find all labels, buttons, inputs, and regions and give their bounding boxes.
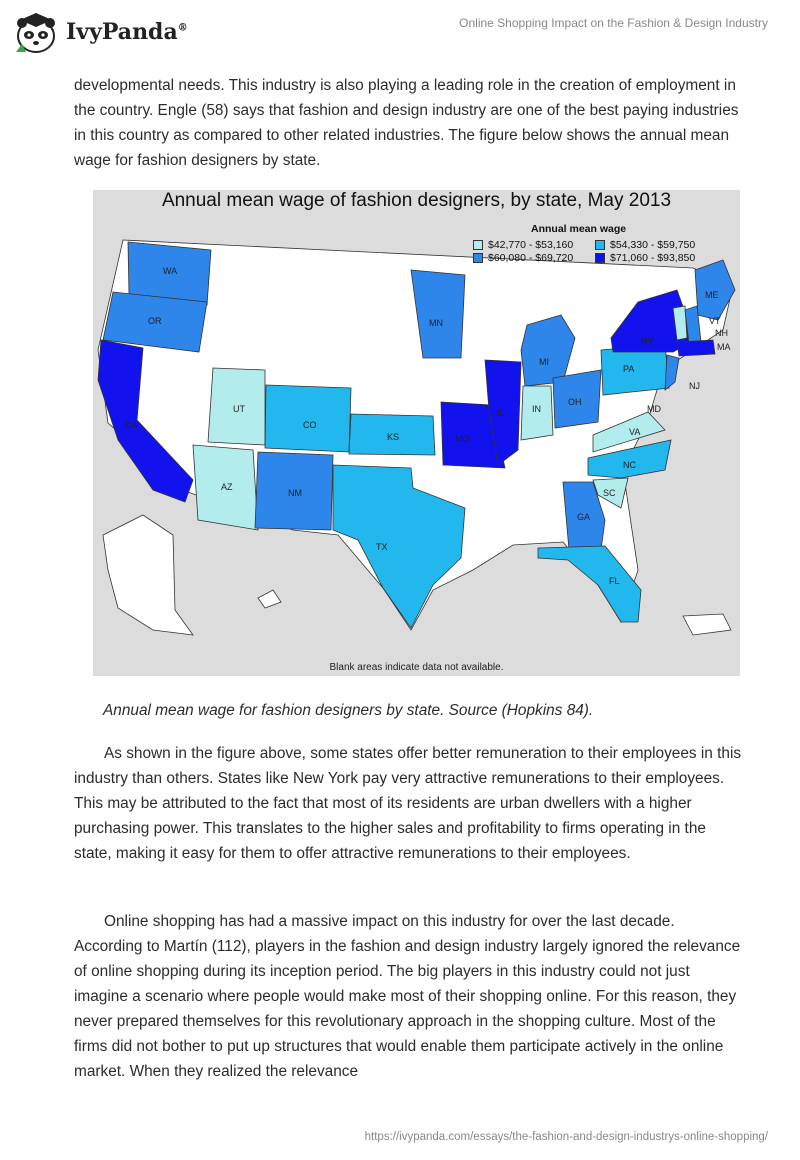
brand-name: IvyPanda® [66, 19, 188, 45]
state-MA [677, 340, 715, 356]
label-MI: MI [539, 357, 549, 367]
paragraph-1: developmental needs. This industry is also playing a leading role in the creation of employment in the country. Engle (58) says that fashion and design industry are one of the best paying industries in this country as compared to other related industries. The figure below shows the annual mean wage for fashion designers by state. [74, 77, 739, 169]
legend-label: $42,770 - $53,160 [488, 239, 574, 251]
legend-swatch [473, 253, 483, 263]
legend-swatch [595, 240, 605, 250]
legend-item-4 [595, 252, 713, 264]
paragraph-3: Online shopping has had a massive impact on this industry for over the last decade. According to Martín (112), players in the fashion and design industry largely ignored the relevance of online shopping during its inception period. The big players in this industry could not just imagine a scenario where people would make most of their shopping online. For this reason, they never prepared themselves for this revolutionary approach in the shopping culture. Most of the firms did not bother to put up structures that would enable them participate actively in the online market. When they realized the relevance [74, 913, 741, 1080]
legend-item-3 [473, 252, 591, 264]
label-CA: CA [125, 420, 138, 430]
label-WA: WA [163, 266, 178, 276]
chart-legend [473, 223, 733, 264]
label-AZ: AZ [221, 482, 233, 492]
label-TX: TX [376, 542, 388, 552]
label-MD: MD [647, 404, 661, 414]
label-CO: CO [303, 420, 317, 430]
label-IL: IL [497, 408, 505, 418]
alaska-outline [103, 515, 193, 635]
label-IN: IN [532, 404, 541, 414]
wage-map-figure [93, 190, 740, 676]
hawaii-outline [258, 590, 281, 608]
state-NJ [665, 355, 679, 390]
label-NM: NM [288, 488, 302, 498]
label-UT: UT [233, 404, 245, 414]
label-OH: OH [568, 397, 582, 407]
legend-item-1 [473, 239, 591, 251]
document-title: Online Shopping Impact on the Fashion & Design Industry [459, 16, 768, 30]
label-VT: VT [709, 316, 721, 326]
label-FL: FL [609, 576, 620, 586]
page-header [0, 0, 800, 60]
label-NJ: NJ [689, 381, 700, 391]
panda-logo-icon [12, 8, 60, 56]
label-NH: NH [715, 328, 728, 338]
state-CO [265, 385, 351, 452]
label-MO: MO [455, 434, 470, 444]
label-NY: NY [641, 336, 654, 346]
label-ME: ME [705, 290, 719, 300]
legend-label: $71,060 - $93,850 [610, 252, 696, 264]
chart-note: Blank areas indicate data not available. [329, 662, 504, 673]
label-MA: MA [717, 342, 731, 352]
label-KS: KS [387, 432, 400, 442]
label-GA: GA [577, 512, 591, 522]
legend-swatch [595, 253, 605, 263]
legend-title: Annual mean wage [531, 223, 627, 235]
chart-title: Annual mean wage of fashion designers, by state, May 2013 [161, 190, 672, 211]
legend-label: $54,330 - $59,750 [610, 239, 696, 251]
paragraph-2: As shown in the figure above, some states offer better remuneration to their employees in this industry than others. States like New York pay very attractive remunerations to their employees. This may be attributed to the fact that most of its residents are urban dwellers with a higher purchasing power. This translates to the higher sales and profitability to firms operating in the state, making it easy for them to offer attractive remunerations to their employees. [74, 745, 742, 862]
legend-item-2 [595, 239, 713, 251]
legend-label: $60,080 - $69,720 [488, 252, 574, 264]
label-PA: PA [623, 364, 635, 374]
legend-swatch [473, 240, 483, 250]
label-VA: VA [629, 427, 641, 437]
brand-logo[interactable] [12, 8, 188, 56]
puerto-rico-outline [683, 614, 731, 635]
label-NC: NC [623, 460, 636, 470]
label-SC: SC [603, 488, 616, 498]
label-OR: OR [148, 316, 162, 326]
source-url[interactable]: https://ivypanda.com/essays/the-fashion-and-design-industrys-online-shopping/ [364, 1131, 768, 1143]
label-MN: MN [429, 318, 443, 328]
figure-caption: Annual mean wage for fashion designers by state. Source (Hopkins 84). [103, 702, 594, 719]
